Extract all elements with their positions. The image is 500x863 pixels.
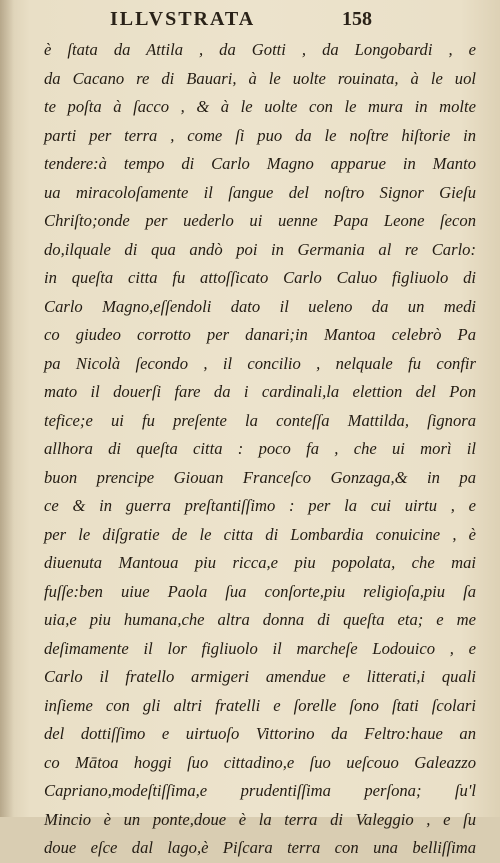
page-header [110, 8, 410, 34]
text-line: pa Nicolà ſecondo , il concilio , nelquale fu confir [44, 353, 476, 373]
text-line: parti per terra , come ſi puo da le noſtre hiſtorie in [44, 125, 476, 145]
text-line: è ſtata da Attila , da Gotti , da Longobardi , e [44, 40, 476, 59]
text-line: ua miracoloſamente il ſangue del noſtro Signor Gieſu [44, 182, 476, 202]
text-line: del dottiſſimo e uirtuoſo Vittorino da Feltro:haue an [44, 724, 476, 743]
text-line: buon prencipe Giouan Franceſco Gonzaga,& in pa [44, 467, 476, 487]
running-title: ILLVSTRATA [110, 8, 256, 30]
text-line: doue eſce dal lago,è Piſcara terra con una belliſſima [44, 838, 476, 857]
page-number: 158 [342, 8, 372, 30]
text-line: tendere:à tempo di Carlo Magno apparue in Manto [44, 154, 476, 173]
text-line: co Mātoa hoggi ſuo cittadino,e ſuo ueſcouo Galeazzo [44, 752, 476, 772]
text-line: fuſſe:ben uiue Paola ſua conſorte,piu religioſa,piu ſa [44, 581, 476, 601]
text-line: Capriano,modeſtiſſima,e prudentiſſima perſona; ſu'l [44, 781, 476, 800]
text-line: co giudeo corrotto per danari;in Mantoa celebrò Pa [44, 325, 476, 344]
gutter-shadow [0, 0, 14, 817]
text-line: Mincio è un ponte,doue è la terra di Valeggio , e ſu [44, 809, 476, 829]
text-line: diuenuta Mantoua piu ricca,e piu popolata, che mai [44, 553, 476, 572]
text-line: in queſta citta fu attoſſicato Carlo Caluo figliuolo di [44, 268, 476, 287]
text-line: inſieme con gli altri fratelli e ſorelle ſono ſtati ſcolari [44, 695, 476, 715]
text-line: Carlo Magno,eſſendoli dato il ueleno da un medi [44, 296, 476, 316]
text-line: Carlo il fratello armigeri amendue e litterati,i quali [44, 667, 476, 686]
text-line: tefice;e ui fu preſente la conteſſa Mattilda, ſignora [44, 410, 476, 430]
text-line: mato il douerſi fare da i cardinali,la elettion del Pon [44, 382, 476, 401]
text-line: te poſta à ſacco , & à le uolte con le mura in molte [44, 97, 476, 116]
text-line: do,ilquale di qua andò poi in Germania al re Carlo: [44, 239, 476, 259]
text-line: Chriſto;onde per uederlo ui uenne Papa Leone ſecon [44, 211, 476, 230]
body-text [44, 36, 476, 863]
text-line: uia,e piu humana,che altra donna di queſta eta; e me [44, 610, 476, 629]
text-line: da Cacano re di Bauari, à le uolte rouinata, à le uol [44, 68, 476, 88]
text-line: deſimamente il lor figliuolo il marcheſe Lodouico , e [44, 638, 476, 658]
text-line: allhora di queſta citta : poco fa , che ui morì il [44, 439, 476, 458]
text-line: per le diſgratie de le citta di Lombardia conuicine , è [44, 524, 476, 544]
text-line: ce & in guerra preſtantiſſimo : per la cui uirtu , e [44, 496, 476, 515]
